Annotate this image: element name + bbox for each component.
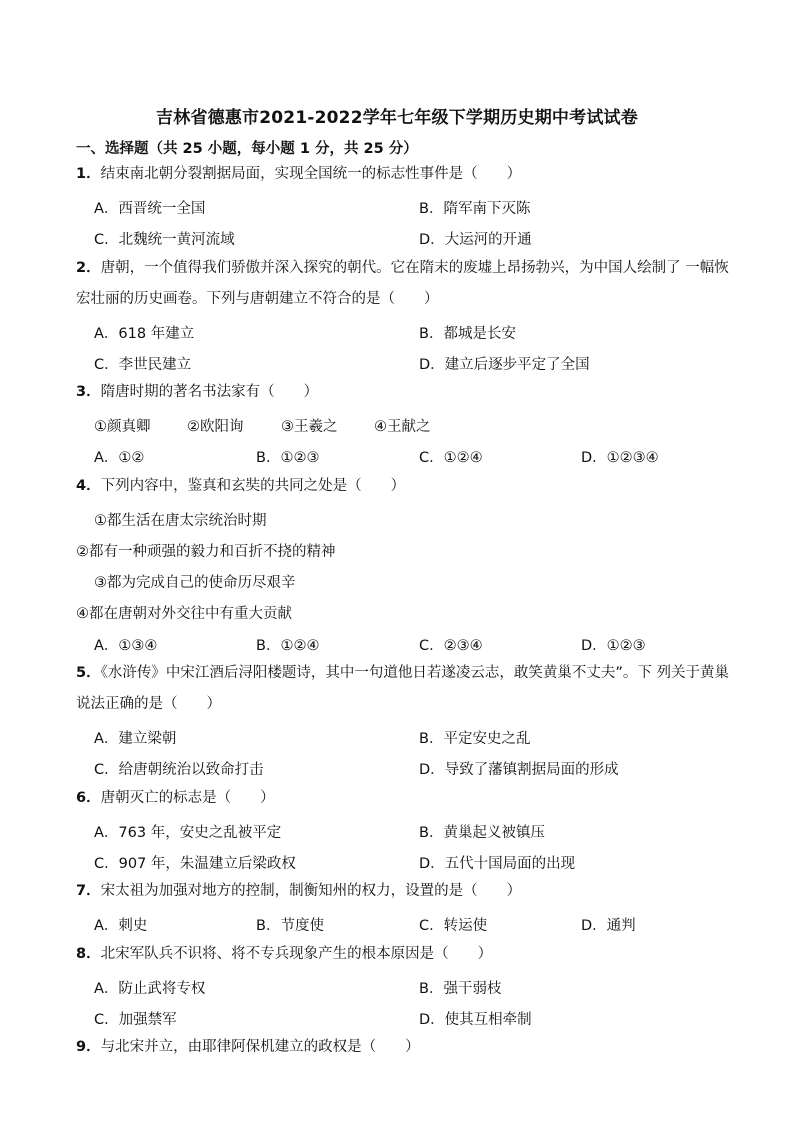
question-7 <box>76 876 736 907</box>
q6-option-b: B．黄巢起义被镇压 <box>419 825 545 841</box>
q6-option-d: D．五代十国局面的出现 <box>419 856 576 872</box>
q5-option-b: B．平定安史之乱 <box>419 731 531 747</box>
q4-item-4: ④都在唐朝对外交往中有重大贡献 <box>76 606 292 622</box>
q3-item-2: ②欧阳询 <box>187 419 244 435</box>
question-8 <box>76 939 736 970</box>
q7-option-c: C．转运使 <box>419 918 488 934</box>
q2-option-c: C．李世民建立 <box>94 357 192 373</box>
question-text: 下列内容中，鉴真和玄奘的共同之处是（ ） <box>100 478 406 494</box>
q8-option-d: D．使其互相牵制 <box>419 1012 532 1028</box>
question-number: 8． <box>76 946 101 962</box>
question-5-cont <box>76 689 736 720</box>
exam-title: 吉林省德惠市2021-2022学年七年级下学期历史期中考试试卷 <box>156 108 638 128</box>
q4-item-2: ②都有一种顽强的毅力和百折不挠的精神 <box>76 544 336 560</box>
question-4 <box>76 471 736 502</box>
q7-option-a: A．刺史 <box>94 918 148 934</box>
question-text: 宋太祖为加强对地方的控制，制衡知州的权力，设置的是（ ） <box>100 883 522 899</box>
question-text-line1: 唐朝，一个值得我们骄傲并深入探究的朝代。它在隋末的废墟上昂扬勃兴，为中国人绘制了 一幅恢 <box>100 260 729 276</box>
q5-option-c: C．给唐朝统治以致命打击 <box>94 762 264 778</box>
q1-option-b: B．隋军南下灭陈 <box>419 201 531 217</box>
question-number: 4． <box>76 478 101 494</box>
question-9 <box>76 1032 736 1063</box>
q2-option-a: A．618 年建立 <box>94 326 195 342</box>
question-number: 1． <box>76 166 101 182</box>
question-number: 2． <box>76 260 101 276</box>
q4-option-b: B．①②④ <box>256 638 320 654</box>
q4-option-c: C．②③④ <box>419 638 483 654</box>
q4-option-a: A．①③④ <box>94 638 158 654</box>
question-number: 6． <box>76 790 101 806</box>
q6-option-c: C．907 年，朱温建立后梁政权 <box>94 856 296 872</box>
q3-option-d: D．①②③④ <box>581 450 659 466</box>
question-6 <box>76 783 736 814</box>
q7-option-b: B．节度使 <box>256 918 324 934</box>
section-heading: 一、选择题（共 25 小题，每小题 1 分，共 25 分） <box>76 141 418 157</box>
q1-option-a: A．西晋统一全国 <box>94 201 206 217</box>
q5-option-d: D．导致了藩镇割据局面的形成 <box>419 762 619 778</box>
q2-option-b: B．都城是长安 <box>419 326 516 342</box>
question-1 <box>76 159 736 190</box>
q8-option-c: C．加强禁军 <box>94 1012 177 1028</box>
q8-option-b: B．强干弱枝 <box>419 981 502 997</box>
question-2 <box>76 253 736 284</box>
q4-item-3: ③都为完成自己的使命历尽艰辛 <box>94 575 296 591</box>
q3-item-4: ④王献之 <box>374 419 431 435</box>
question-3 <box>76 377 736 408</box>
question-text: 结束南北朝分裂割据局面，实现全国统一的标志性事件是（ ） <box>100 166 522 182</box>
q3-option-c: C．①②④ <box>419 450 483 466</box>
question-text: 北宋军队兵不识将、将不专兵现象产生的根本原因是（ ） <box>100 946 493 962</box>
q3-option-a: A．①② <box>94 450 145 466</box>
question-text: 与北宋并立，由耶律阿保机建立的政权是（ ） <box>100 1039 420 1055</box>
question-text: 隋唐时期的著名书法家有（ ） <box>100 384 319 400</box>
q6-option-a: A．763 年，安史之乱被平定 <box>94 825 282 841</box>
q4-item-1: ①都生活在唐太宗统治时期 <box>94 513 267 529</box>
q8-option-a: A．防止武将专权 <box>94 981 206 997</box>
question-5 <box>76 658 736 689</box>
q7-option-d: D．通判 <box>581 918 636 934</box>
question-number: 7． <box>76 883 101 899</box>
q1-option-d: D．大运河的开通 <box>419 232 532 248</box>
q2-option-d: D．建立后逐步平定了全国 <box>419 357 590 373</box>
question-number: 9． <box>76 1039 101 1055</box>
q1-option-c: C．北魏统一黄河流域 <box>94 232 235 248</box>
q3-item-3: ③王羲之 <box>281 419 338 435</box>
question-text-line2: 宏壮丽的历史画卷。下列与唐朝建立不符合的是（ ） <box>76 291 439 307</box>
q4-option-d: D．①②③ <box>581 638 646 654</box>
q3-item-1: ①颜真卿 <box>94 419 151 435</box>
question-text: 唐朝灭亡的标志是（ ） <box>100 790 275 806</box>
q3-option-b: B．①②③ <box>256 450 320 466</box>
question-text-line2: 说法正确的是（ ） <box>76 696 221 712</box>
question-text-line1: 《水浒传》中宋江酒后浔阳楼题诗，其中一句道他日若遂凌云志，敢笑黄巢不丈夫”。下 列关于黄巢 <box>100 665 729 681</box>
question-2-cont <box>76 284 736 315</box>
question-number: 3． <box>76 384 101 400</box>
question-number: 5． <box>76 665 101 681</box>
q5-option-a: A．建立梁朝 <box>94 731 177 747</box>
